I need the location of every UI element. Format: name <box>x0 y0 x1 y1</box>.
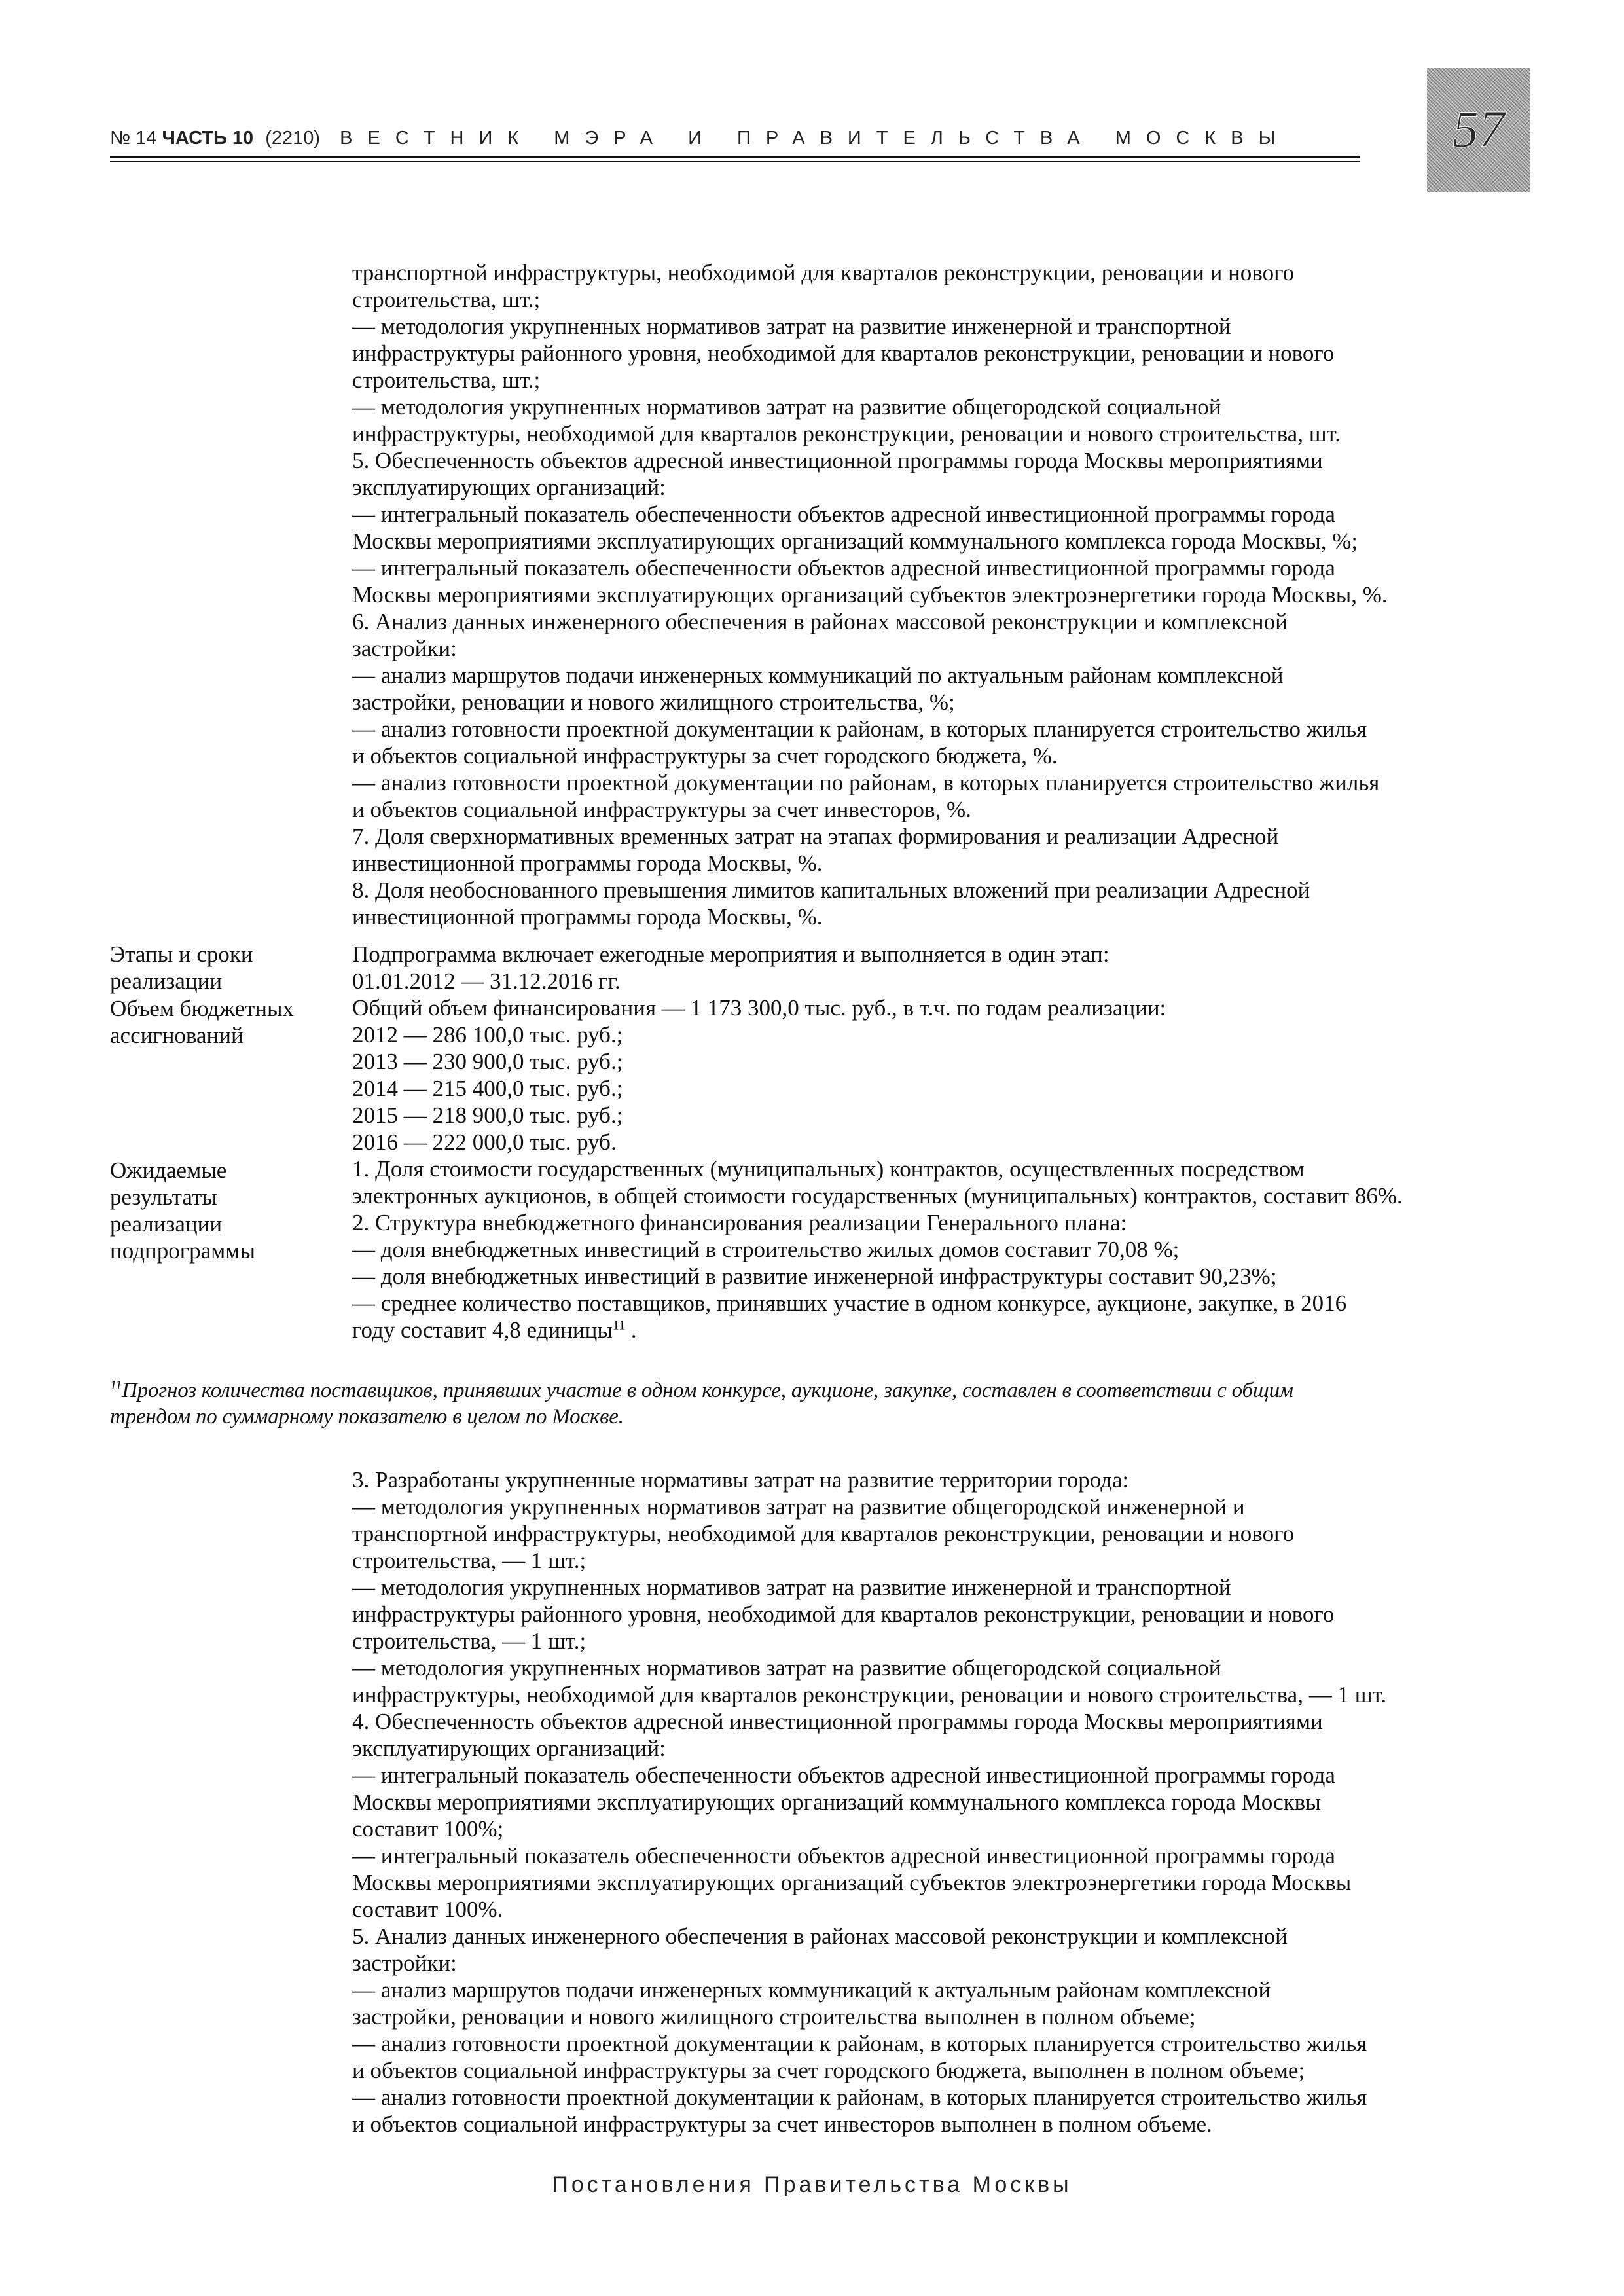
text-line: 2012 — 286 100,0 тыс. руб.; <box>352 1022 623 1048</box>
text-line: Москвы мероприятиями эксплуатирующих организаций коммунального комплекса города Москвы, %; <box>352 528 1358 554</box>
text-fragment: году составит 4,8 единицы <box>352 1317 613 1343</box>
text-line: — интегральный показатель обеспеченности объектов адресной инвестиционной программы города <box>352 1762 1335 1788</box>
text-line: — доля внебюджетных инвестиций в развитие инженерной инфраструктуры составит 90,23%; <box>352 1264 1277 1289</box>
text-line: Москвы мероприятиями эксплуатирующих организаций субъектов электроэнергетики города Москвы <box>352 1870 1352 1895</box>
text-line: эксплуатирующих организаций: <box>352 1736 666 1761</box>
text-line: 2. Структура внебюджетного финансирования реализации Генерального плана: <box>352 1210 1127 1235</box>
text-line: застройки: <box>352 636 457 661</box>
text-line: Москвы мероприятиями эксплуатирующих организаций субъектов электроэнергетики города Москвы, %. <box>352 582 1388 608</box>
issue-number: № 14 <box>110 128 157 149</box>
part-number: ЧАСТЬ 10 <box>162 128 254 149</box>
text-line: 8. Доля необоснованного превышения лимитов капитальных вложений при реализации Адресной <box>352 877 1310 903</box>
label-line: ассигнований <box>110 1023 244 1048</box>
text-line: инвестиционной программы города Москвы, %. <box>352 850 823 876</box>
text-line: — интегральный показатель обеспеченности объектов адресной инвестиционной программы города <box>352 1843 1335 1868</box>
label-line: реализации <box>110 968 223 994</box>
running-header <box>110 123 1360 165</box>
text-line: строительства, шт.; <box>352 367 541 393</box>
footnote-line: трендом по суммарному показателю в целом по Москве. <box>110 1405 624 1429</box>
text-line: — методология укрупненных нормативов затрат на развитие общегородской социальной <box>352 394 1221 420</box>
text-line: и объектов социальной инфраструктуры за счет инвесторов выполнен в полном объеме. <box>352 2111 1212 2137</box>
text-line: — интегральный показатель обеспеченности объектов адресной инвестиционной программы города <box>352 555 1335 581</box>
text-line: электронных аукционов, в общей стоимости государственных (муниципальных) контрактов, составит 86%. <box>352 1183 1403 1209</box>
text-line: строительства, — 1 шт.; <box>352 1628 586 1654</box>
text-line: — методология укрупненных нормативов затрат на развитие инженерной и транспортной <box>352 1575 1231 1600</box>
text-line: составит 100%. <box>352 1897 503 1922</box>
text-line: Подпрограмма включает ежегодные мероприятия и выполняется в один этап: <box>352 941 1110 967</box>
text-line: строительства, — 1 шт.; <box>352 1548 586 1573</box>
text-line: инфраструктуры районного уровня, необходимой для кварталов реконструкции, реновации и нового <box>352 1601 1335 1627</box>
label-line: подпрограммы <box>110 1238 255 1264</box>
text-line: застройки: <box>352 1950 457 1976</box>
label-budget <box>110 995 333 1049</box>
label-results <box>110 1157 333 1264</box>
text-line: — анализ маршрутов подачи инженерных коммуникаций к актуальным районам комплексной <box>352 1977 1271 2003</box>
text-line: — анализ готовности проектной документации к районам, в которых планируется строительство жилья <box>352 2031 1367 2056</box>
footnote-text: Прогноз количества поставщиков, принявших участие в одном конкурсе, аукционе, закупке, составлен в соответствии с общим <box>122 1379 1293 1402</box>
text-line: строительства, шт.; <box>352 287 541 312</box>
section-top <box>352 259 1530 930</box>
running-footer: Постановления Правительства Москвы <box>552 2172 1072 2197</box>
text-line: и объектов социальной инфраструктуры за счет городского бюджета, %. <box>352 743 1058 769</box>
footnote <box>110 1377 1537 1430</box>
text-line: и объектов социальной инфраструктуры за счет инвесторов, %. <box>352 797 971 822</box>
text-line: — анализ маршрутов подачи инженерных коммуникаций по актуальным районам комплексной <box>352 663 1284 688</box>
text-line: транспортной инфраструктуры, необходимой для кварталов реконструкции, реновации и нового <box>352 260 1295 285</box>
text-line: 2016 — 222 000,0 тыс. руб. <box>352 1129 617 1155</box>
text-line: — методология укрупненных нормативов затрат на развитие общегородской социальной <box>352 1655 1221 1681</box>
text-line: — методология укрупненных нормативов затрат на развитие инженерной и транспортной <box>352 314 1231 339</box>
text-line: и объектов социальной инфраструктуры за счет городского бюджета, выполнен в полном объеме; <box>352 2058 1305 2083</box>
text-line: — доля внебюджетных инвестиций в строительство жилых домов составит 70,08 %; <box>352 1237 1180 1262</box>
text-line: инвестиционной программы города Москвы, %. <box>352 904 823 930</box>
header-text <box>110 127 1290 149</box>
footnote-mark: 11 <box>110 1378 122 1393</box>
text-line: 6. Анализ данных инженерного обеспечения в районах массовой реконструкции и комплексной <box>352 609 1288 634</box>
page-number: 57 <box>1453 101 1505 158</box>
label-line: результаты <box>110 1184 217 1210</box>
text-line: составит 100%; <box>352 1816 504 1842</box>
text-fragment: . <box>625 1317 637 1343</box>
label-line: реализации <box>110 1211 223 1237</box>
text-line: эксплуатирующих организаций: <box>352 475 666 500</box>
issue-code: (2210) <box>265 128 321 149</box>
table-content <box>352 941 1530 1343</box>
text-line-with-footnote <box>352 1317 1530 1343</box>
text-line: застройки, реновации и нового жилищного строительства, %; <box>352 689 955 715</box>
text-line: 1. Доля стоимости государственных (муниципальных) контрактов, осуществленных посредством <box>352 1156 1305 1182</box>
label-line: Этапы и сроки <box>110 941 253 967</box>
text-line: инфраструктуры, необходимой для кварталов реконструкции, реновации и нового строительства, шт. <box>352 421 1341 446</box>
label-line: Объем бюджетных <box>110 996 295 1021</box>
text-line: — среднее количество поставщиков, принявших участие в одном конкурсе, аукционе, закупке, в 2016 <box>352 1290 1347 1316</box>
header-rule-thick <box>110 156 1360 158</box>
text-line: инфраструктуры районного уровня, необходимой для кварталов реконструкции, реновации и нового <box>352 340 1335 366</box>
text-line: — методология укрупненных нормативов затрат на развитие общегородской инженерной и <box>352 1494 1245 1520</box>
text-line: — анализ готовности проектной документации к районам, в которых планируется строительство жилья <box>352 716 1367 742</box>
text-line: — интегральный показатель обеспеченности объектов адресной инвестиционной программы города <box>352 501 1335 527</box>
header-rule-thin <box>110 161 1360 162</box>
page-number-badge <box>1427 68 1530 192</box>
text-line: 3. Разработаны укрупненные нормативы затрат на развитие территории города: <box>352 1467 1129 1493</box>
text-line: инфраструктуры, необходимой для кварталов реконструкции, реновации и нового строительства, — 1 шт. <box>352 1682 1387 1707</box>
text-line: 5. Анализ данных инженерного обеспечения в районах массовой реконструкции и комплексной <box>352 1923 1288 1949</box>
text-line: 5. Обеспеченность объектов адресной инвестиционной программы города Москвы мероприятиями <box>352 448 1323 473</box>
text-line: 2015 — 218 900,0 тыс. руб.; <box>352 1102 623 1128</box>
footnote-reference: 11 <box>612 1318 626 1333</box>
text-line: застройки, реновации и нового жилищного строительства выполнен в полном объеме; <box>352 2004 1196 2030</box>
label-stages <box>110 941 333 994</box>
text-line: — анализ готовности проектной документации по районам, в которых планируется строительство жилья <box>352 770 1380 795</box>
text-line: Москвы мероприятиями эксплуатирующих организаций коммунального комплекса города Москвы <box>352 1789 1321 1815</box>
text-line: — анализ готовности проектной документации к районам, в которых планируется строительство жилья <box>352 2085 1367 2110</box>
text-line: транспортной инфраструктуры, необходимой для кварталов реконструкции, реновации и нового <box>352 1521 1295 1546</box>
text-line: 01.01.2012 — 31.12.2016 гг. <box>352 968 621 994</box>
text-line: 7. Доля сверхнормативных временных затрат на этапах формирования и реализации Адресной <box>352 824 1279 849</box>
footnote-line <box>110 1377 1537 1404</box>
text-line: 2013 — 230 900,0 тыс. руб.; <box>352 1049 623 1074</box>
publication-title: ВЕСТНИК МЭРА И ПРАВИТЕЛЬСТВА МОСКВЫ <box>340 128 1291 149</box>
text-line: 2014 — 215 400,0 тыс. руб.; <box>352 1076 623 1101</box>
text-line: Общий объем финансирования — 1 173 300,0 тыс. руб., в т.ч. по годам реализации: <box>352 995 1166 1021</box>
section-bottom <box>352 1467 1530 2138</box>
label-line: Ожидаемые <box>110 1157 227 1183</box>
text-line: 4. Обеспеченность объектов адресной инвестиционной программы города Москвы мероприятиями <box>352 1709 1323 1734</box>
